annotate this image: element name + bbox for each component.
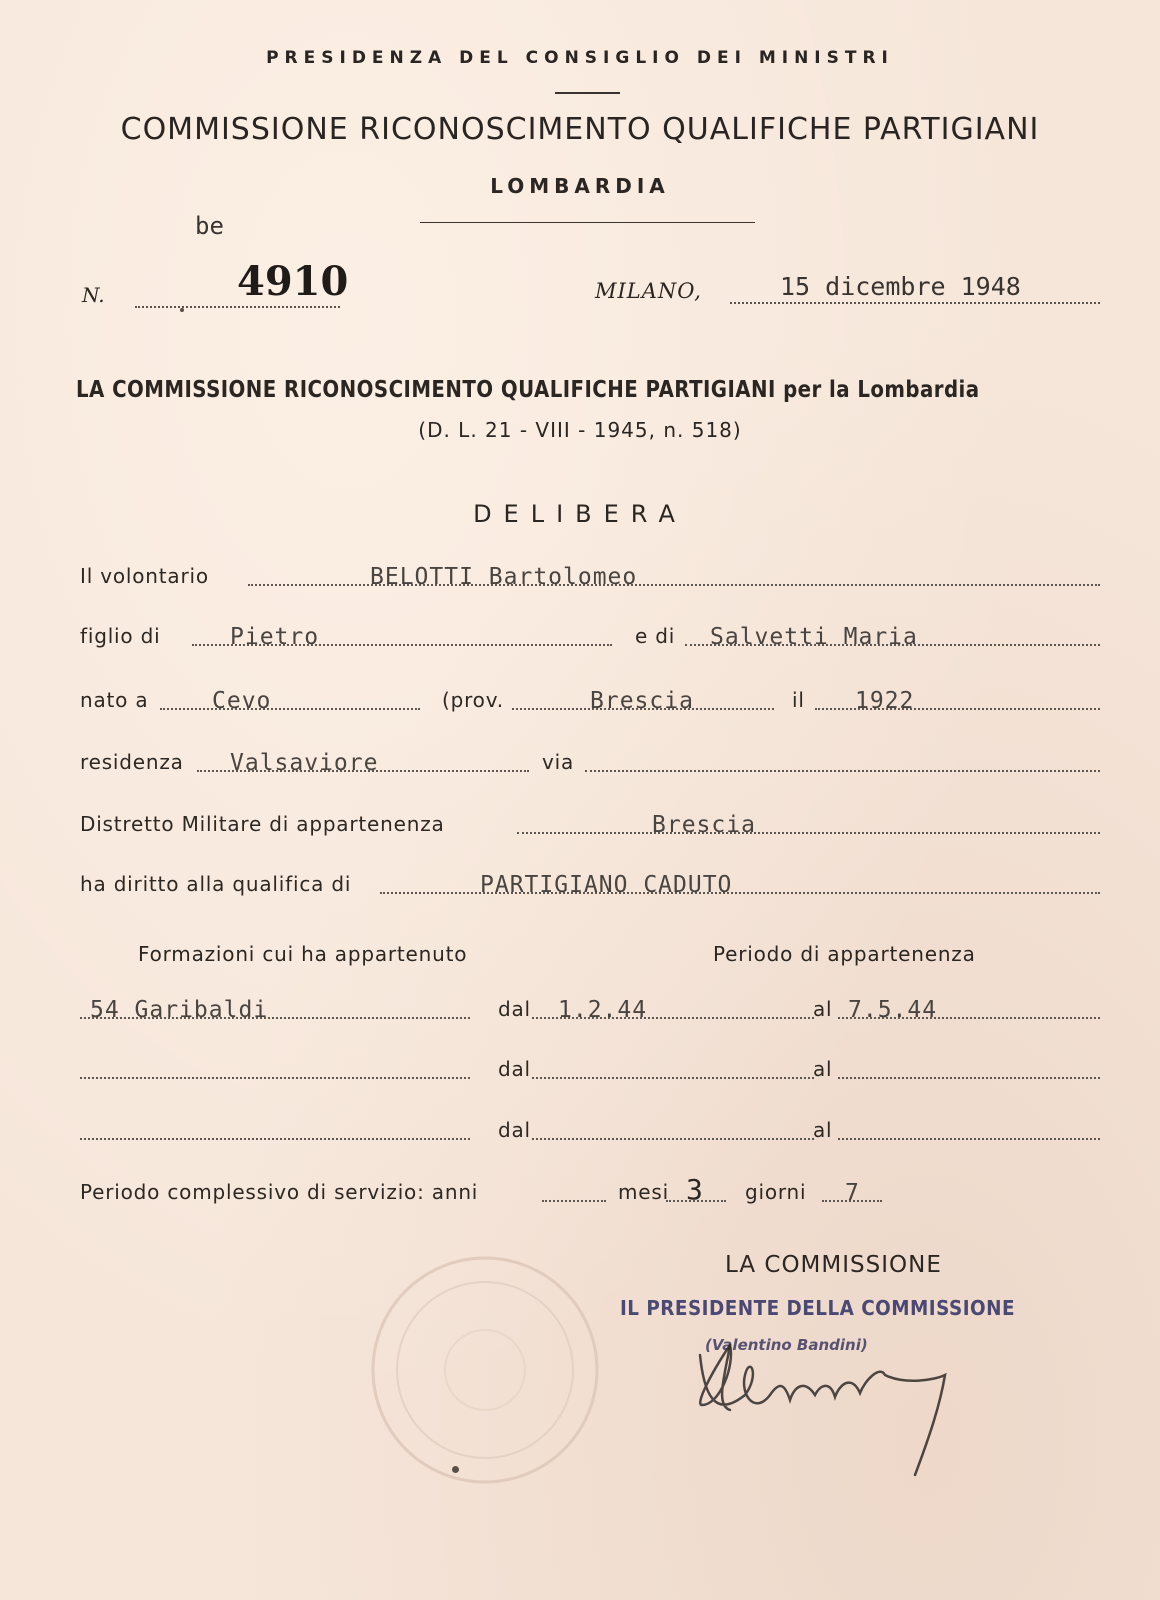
period-header: Periodo di appartenenza [713,942,976,966]
birthplace-value: Cevo [212,688,272,714]
formation-row [80,985,1100,1025]
deliberation-title-suffix: per la Lombardia [783,377,980,403]
volontario-value: BELOTTI Bartolomeo [370,564,638,590]
dal-label: dal [498,1118,531,1142]
protocol-number: 4910 [237,258,349,305]
volontario-label: Il volontario [80,564,209,588]
deliberation-title [76,377,980,403]
dal-label: dal [498,1057,531,1081]
city-label: MILANO, [595,279,702,303]
form-row-birth [80,676,1100,716]
mother-label: e di [635,624,676,648]
reference-prefix: be [195,212,224,240]
ink-dot [180,308,184,312]
street-line [585,770,1100,772]
form-row-district [80,800,1100,840]
years-line [542,1200,606,1202]
al-label: al [813,997,833,1021]
form-row-residence [80,738,1100,778]
birthplace-line [160,708,420,710]
president-stamp: IL PRESIDENTE DELLA COMMISSIONE [620,1296,1016,1320]
formation-name-line [80,1138,470,1140]
embossed-seal [365,1250,605,1490]
region-divider [420,222,755,223]
president-name-stamp: (Valentino Bandini) [705,1336,868,1354]
mother-value: Salvetti Maria [710,624,918,650]
to-date-line [838,1138,1100,1140]
via-label: via [542,750,575,774]
formation-name-line [80,1077,470,1079]
commission-heading: COMMISSIONE RICONOSCIMENTO QUALIFICHE PARTIGIANI [120,112,1040,147]
presidency-heading: PRESIDENZA DEL CONSIGLIO DEI MINISTRI [266,48,894,68]
deliberation-title-main: LA COMMISSIONE RICONOSCIMENTO QUALIFICHE PARTIGIANI [76,377,776,403]
mesi-label: mesi [618,1180,669,1204]
father-value: Pietro [230,624,320,650]
formation-to: 7.5.44 [848,997,938,1023]
dal-label: dal [498,997,531,1021]
form-row-service [80,1168,1100,1208]
residence-value: Valsaviore [230,750,379,776]
formation-row [80,1106,1100,1146]
form-row-parents [80,612,1100,652]
days-value: 7 [845,1180,860,1206]
formation-name: 54 Garibaldi [90,997,269,1023]
ink-dot [452,1466,459,1473]
from-date-line [532,1138,814,1140]
form-row-volontario [80,552,1100,592]
formation-row [80,1045,1100,1085]
qualifica-label: ha diritto alla qualifica di [80,872,352,896]
district-line [517,832,1100,834]
formations-header: Formazioni cui ha appartenuto [138,942,468,966]
to-date-line [838,1077,1100,1079]
delibera-heading: DELIBERA [473,500,687,528]
al-label: al [813,1118,833,1142]
qualification-value: PARTIGIANO CADUTO [480,872,733,898]
number-dotted-line [135,306,340,308]
giorni-label: giorni [745,1180,807,1204]
form-row-qualification [80,860,1100,900]
from-date-line [532,1077,814,1079]
date-dotted-line [730,302,1100,304]
service-label: Periodo complessivo di servizio: anni [80,1180,479,1204]
formation-from: 1.2.44 [558,997,648,1023]
birth-year-value: 1922 [855,688,915,714]
months-value: 3 [686,1173,704,1206]
number-label: N. [82,283,105,307]
heading-divider [555,92,620,94]
district-value: Brescia [652,812,756,838]
al-label: al [813,1057,833,1081]
decree-reference: (D. L. 21 - VIII - 1945, n. 518) [418,418,742,442]
distretto-label: Distretto Militare di appartenenza [80,812,445,836]
residenza-label: residenza [80,750,184,774]
handwritten-signature [690,1335,970,1485]
document-date: 15 dicembre 1948 [780,272,1021,301]
il-label: il [792,688,805,712]
province-value: Brescia [590,688,694,714]
commission-signature-label: LA COMMISSIONE [725,1252,942,1278]
nato-label: nato a [80,688,149,712]
figlio-label: figlio di [80,624,161,648]
region-heading: LOMBARDIA [490,174,670,198]
prov-label: (prov. [442,688,504,712]
